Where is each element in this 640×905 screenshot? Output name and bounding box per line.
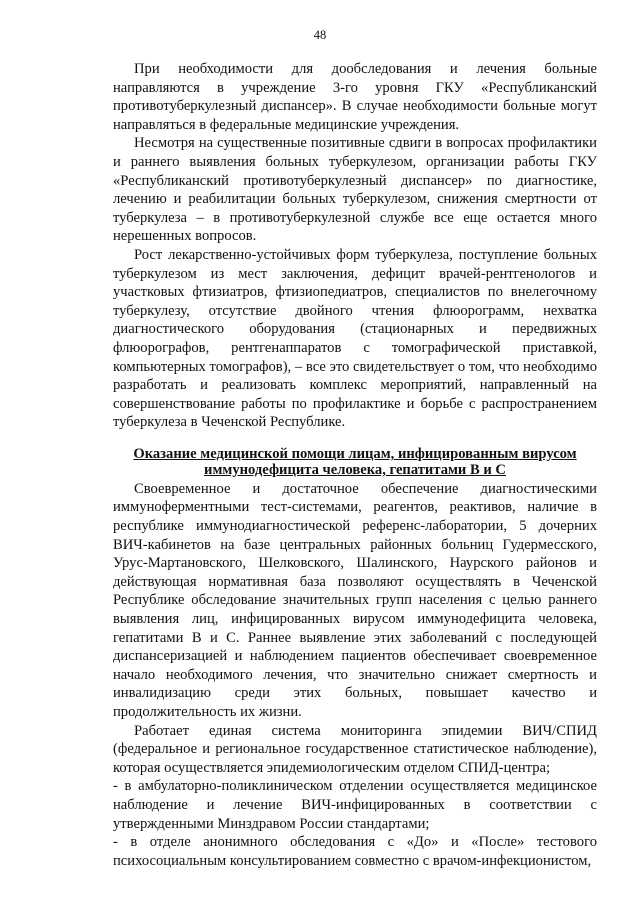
list-item: - в амбулаторно-поликлиническом отделении осуществляется медицинское наблюдение и лечение ВИЧ-инфицированных в соответствии с утвержденными Минздравом России стандартами; — [113, 778, 597, 832]
paragraph-tuberculosis-measures: Рост лекарственно-устойчивых форм туберкулеза, поступление больных туберкулезом из мест заключения, дефицит врачей-рентгенологов и участковых фтизиатров, фтизиопедиатров, специалистов по внелегочному туберкулезу, отсутствие двойного чтения флюорограмм, нехватка диагностического оборудования (стационарных и передвижных флюорографов, рентгенаппаратов с томографической приставкой, компьютерных томографов), – все это свидетельствует о том, что необходимо разработать и реализовать комплекс мероприятий, направленный на совершенствование работы по профилактике и борьбе с распространением туберкулеза в Чеченской Республике. — [113, 246, 597, 431]
section-heading: Оказание медицинской помощи лицам, инфицированным вирусом иммунодефицита человека, гепатитами B и C — [133, 445, 577, 478]
paragraph-diagnostics: Своевременное и достаточное обеспечение диагностическими иммуноферментными тест-системами, реагентов, реактивов, наличие в республике иммунодиагностической референс-лаборатории, 5 дочерних ВИЧ-кабинетов на базе центральных районных больниц Гудермесского, Урус-Мартановского, Шелковского, Шалинского, Наурского районов и действующая нормативная база позволяют осуществлять в Чеченской Республике обследование значительных групп населения с целью раннего выявления лиц, инфицированных вирусом иммунодефицита человека, гепатитами B и C. Раннее выявление этих заболеваний с последующей диспансеризацией и наблюдением пациентов обеспечивает своевременное начало необходимого лечения, что значительно снижает смертность и инвалидизацию среди этих больных, повышает качество и продолжительность их жизни. — [113, 480, 597, 720]
list-item: - в отделе анонимного обследования с «До» и «После» тестового психосоциальным консультированием совместно с врачом-инфекционистом, — [113, 834, 597, 869]
paragraph-referral: При необходимости для дообследования и лечения больные направляются в учреждение 3-го уровня ГКУ «Республиканский противотуберкулезный диспансер». В случае необходимости больные могут направляться в федеральные медицинские учреждения. — [113, 61, 597, 133]
document-body — [113, 60, 597, 870]
paragraph-monitoring: Работает единая система мониторинга эпидемии ВИЧ/СПИД (федеральное и региональное государственное статистическое наблюдение), которая осуществляется эпидемиологическим отделом СПИД-центра; — [113, 722, 597, 776]
paragraph-unresolved-issues: Несмотря на существенные позитивные сдвиги в вопросах профилактики и раннего выявления больных туберкулезом, организации работы ГКУ «Республиканский противотуберкулезный диспансер» по диагностике, лечению и реабилитации больных туберкулезом, снижения смертности от туберкулеза – в противотуберкулезной службе все еще остается много нерешенных вопросов. — [113, 135, 597, 245]
page-number: 48 — [313, 28, 327, 42]
